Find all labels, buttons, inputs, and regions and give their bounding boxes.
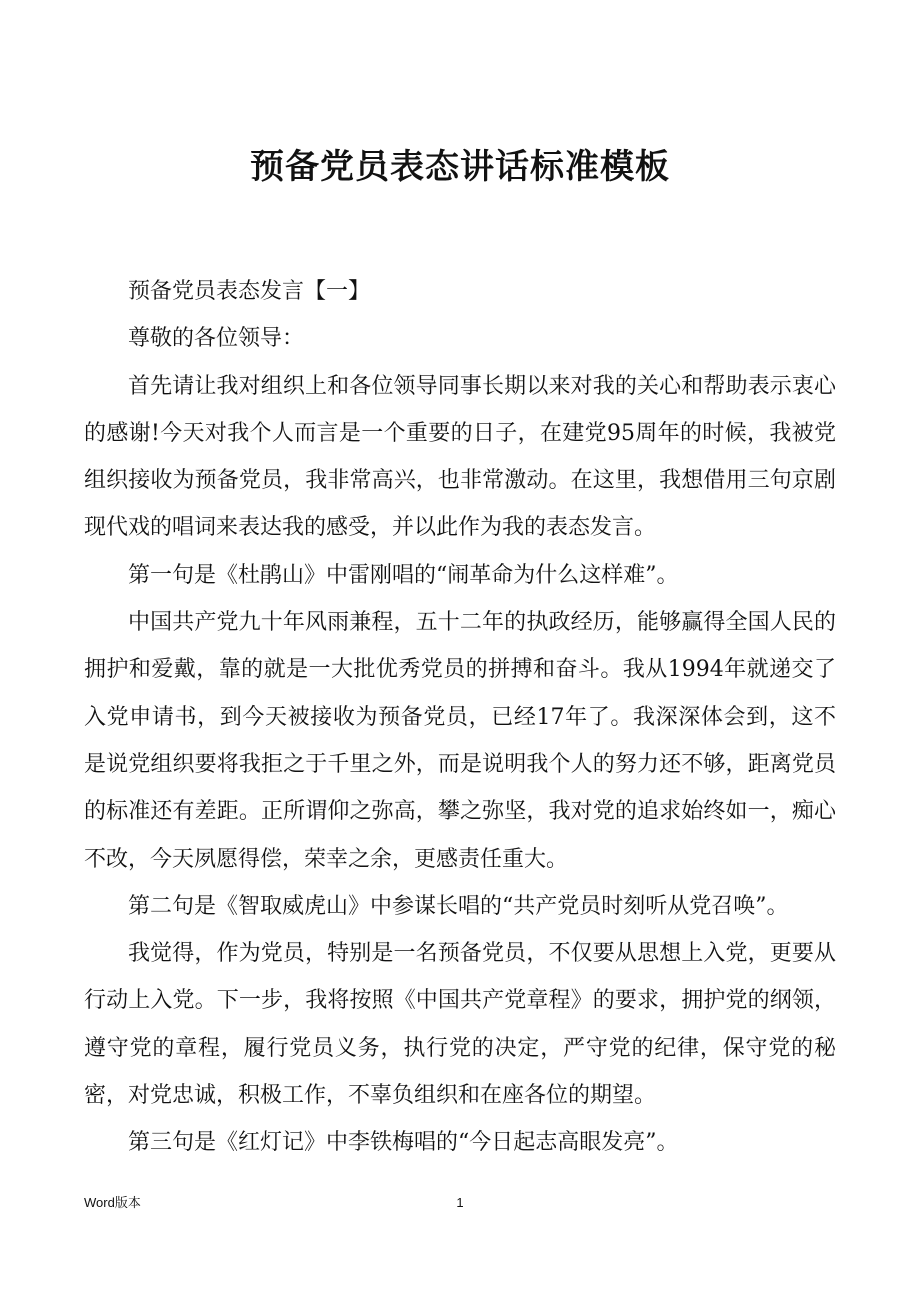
page-title: 预备党员表态讲话标准模板	[250, 147, 670, 187]
paragraph-salutation: 尊敬的各位领导：	[128, 326, 305, 352]
paragraph-first-explanation: 中国共产党九十年风雨兼程，五十二年的执政经历，能够赢得全国人民的拥护和爱戴，靠的就是一大批优秀党员的拼搏和奋斗。我从1994年就递交了入党申请书，到今天被接收为预备党员，已经17年了。我深深体会到，这不是说党组织要将我拒之于千里之外，而是说明我个人的努力还不够，距离党员的标准还有差距。正所谓仰之弥高，攀之弥坚，我对党的追求始终如一，痴心不改，今天夙愿得偿，荣幸之余，更感责任重大。	[84, 610, 836, 872]
document-body	[84, 268, 836, 1167]
paragraph-intro: 首先请让我对组织上和各位领导同事长期以来对我的关心和帮助表示衷心的感谢!今天对我个人而言是一个重要的日子，在建党95周年的时候，我被党组织接收为预备党员，我非常高兴，也非常激动。在这里，我想借用三句京剧现代戏的唱词来表达我的感受，并以此作为我的表态发言。	[84, 373, 836, 541]
paragraph-second-quote: 第二句是《智取威虎山》中参谋长唱的“共产党员时刻听从党召唤”。	[128, 893, 789, 919]
paragraph-second-explanation: 我觉得，作为党员，特别是一名预备党员，不仅要从思想上入党，更要从行动上入党。下一步，我将按照《中国共产党章程》的要求，拥护党的纲领，遵守党的章程，履行党员义务，执行党的决定，严守党的纪律，保守党的秘密，对党忠诚，积极工作，不辜负组织和在座各位的期望。	[84, 941, 836, 1109]
paragraph-first-quote: 第一句是《杜鹃山》中雷刚唱的“闹革命为什么这样难”。	[128, 562, 679, 588]
footer-page-number: 1	[456, 1195, 464, 1210]
footer-label: Word版本	[84, 1195, 141, 1210]
paragraph-section-heading: 预备党员表态发言【一】	[128, 279, 371, 304]
paragraph-third-quote: 第三句是《红灯记》中李铁梅唱的“今日起志高眼发亮”。	[128, 1130, 679, 1156]
